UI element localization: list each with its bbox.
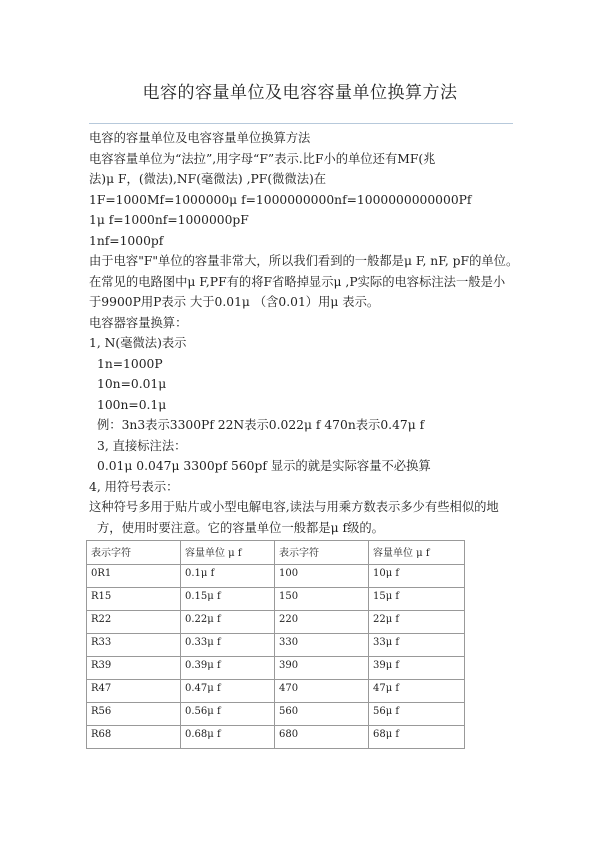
- table-cell: 0.68μ f: [181, 726, 275, 749]
- body-line: 1F=1000Mf=1000000μ f=1000000000nf=1000000000000Pf: [89, 192, 472, 207]
- table-header-cell: 表示字符: [275, 541, 369, 565]
- body-line: 4, 用符号表示：: [89, 479, 179, 494]
- body-line: 0.01μ 0.047μ 3300pf 560pf 显示的就是实际容量不必换算: [97, 459, 431, 473]
- table-cell: 0.39μ f: [181, 657, 275, 680]
- table-cell: 56μ f: [369, 703, 465, 726]
- body-line: 由于电容"F"单位的容量非常大，所以我们看到的一般都是μ F, nF, pF的单位。: [89, 254, 519, 268]
- table-cell: 330: [275, 634, 369, 657]
- body-line: 10n=0.01μ: [97, 377, 167, 391]
- body-line: 3, 直接标注法：: [97, 438, 187, 453]
- body-line: 于9900P用P表示 大于0.01μ （含0.01）用μ 表示。: [89, 295, 380, 309]
- table-cell: 0.22μ f: [181, 611, 275, 634]
- title-divider: [89, 123, 513, 124]
- table-header-row: [87, 541, 465, 565]
- table-header-cell: 容量单位 μ f: [181, 541, 275, 565]
- table-row: [87, 726, 465, 749]
- document-body: [89, 128, 529, 538]
- document-title: 电容的容量单位及电容容量单位换算方法: [142, 83, 458, 103]
- body-line: 1nf=1000pf: [89, 233, 164, 248]
- table-cell: 100: [275, 565, 369, 588]
- table-header-cell: 表示字符: [87, 541, 181, 565]
- table-cell: 33μ f: [369, 634, 465, 657]
- table-cell: 560: [275, 703, 369, 726]
- capacitance-table-wrapper: [86, 540, 465, 749]
- table-cell: 39μ f: [369, 657, 465, 680]
- table-cell: 0.47μ f: [181, 680, 275, 703]
- body-line: 1n=1000P: [97, 356, 163, 371]
- table-cell: 10μ f: [369, 565, 465, 588]
- body-line: 100n=0.1μ: [97, 397, 167, 412]
- table-cell: R47: [87, 680, 181, 703]
- body-line: 这种符号多用于贴片或小型电解电容,读法与用乘方数表示多少有些相似的地: [89, 500, 499, 514]
- table-cell: 150: [275, 588, 369, 611]
- table-cell: R56: [87, 703, 181, 726]
- capacitance-table: [86, 540, 465, 749]
- table-row: [87, 680, 465, 703]
- body-line: 电容的容量单位及电容容量单位换算方法: [89, 131, 311, 145]
- table-cell: 68μ f: [369, 726, 465, 749]
- table-row: [87, 657, 465, 680]
- table-cell: 470: [275, 680, 369, 703]
- table-cell: R22: [87, 611, 181, 634]
- body-line: 1, N(毫微法)表示: [89, 336, 187, 350]
- body-line: 电容器容量换算：: [89, 315, 188, 330]
- body-line: 在常见的电路图中μ F,PF有的将F省略掉显示μ ,P实际的电容标注法一般是小: [89, 274, 506, 289]
- table-cell: 220: [275, 611, 369, 634]
- body-line: 1μ f=1000nf=1000000pF: [89, 213, 249, 227]
- table-cell: 0.56μ f: [181, 703, 275, 726]
- body-line: 方，使用时要注意。它的容量单位一般都是μ f级的。: [97, 520, 384, 535]
- table-cell: 15μ f: [369, 588, 465, 611]
- table-cell: R15: [87, 588, 181, 611]
- table-row: [87, 634, 465, 657]
- table-cell: 0.15μ f: [181, 588, 275, 611]
- body-line: 电容容量单位为“法拉”,用字母“F”表示.比F小的单位还有MF(兆: [89, 151, 436, 166]
- table-row: [87, 588, 465, 611]
- body-line: 例：3n3表示3300Pf 22N表示0.022μ f 470n表示0.47μ f: [97, 418, 425, 432]
- table-cell: 0R1: [87, 565, 181, 588]
- table-row: [87, 611, 465, 634]
- table-cell: 390: [275, 657, 369, 680]
- table-cell: R33: [87, 634, 181, 657]
- body-line: 法)μ F，(微法),NF(毫微法) ,PF(微微法)在: [89, 172, 327, 186]
- table-cell: 47μ f: [369, 680, 465, 703]
- table-row: [87, 565, 465, 588]
- table-cell: 0.33μ f: [181, 634, 275, 657]
- table-cell: 22μ f: [369, 611, 465, 634]
- table-header-cell: 容量单位 μ f: [369, 541, 465, 565]
- table-cell: R68: [87, 726, 181, 749]
- table-row: [87, 703, 465, 726]
- table-cell: 680: [275, 726, 369, 749]
- table-cell: 0.1μ f: [181, 565, 275, 588]
- table-cell: R39: [87, 657, 181, 680]
